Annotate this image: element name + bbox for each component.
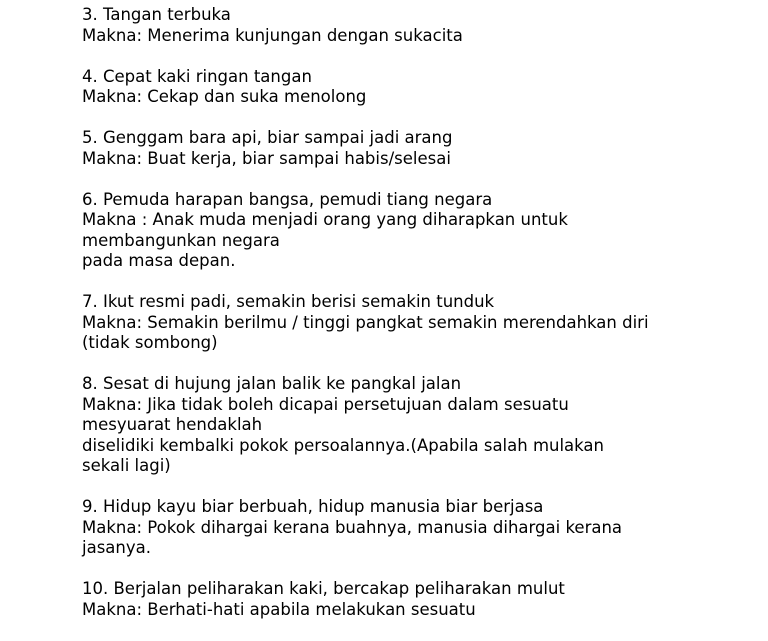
proverb-entry-9 (82, 497, 742, 559)
proverb-meaning: Makna: Buat kerja, biar sampai habis/selesai (82, 148, 451, 168)
proverb-meaning: Makna: Jika tidak boleh dicapai persetujuan dalam sesuatu (82, 394, 569, 414)
proverb-meaning-continued: sekali lagi) (82, 456, 171, 475)
proverb-meaning-continued: jasanya. (82, 538, 151, 557)
proverb-title: 10. Berjalan peliharakan kaki, bercakap peliharakan mulut (82, 579, 565, 598)
proverb-meaning: Makna: Berhati-hati apabila melakukan sesuatu (82, 599, 476, 619)
proverb-meaning: Makna: Menerima kunjungan dengan sukacita (82, 25, 463, 45)
proverb-meaning: Makna : Anak muda menjadi orang yang diharapkan untuk (82, 210, 568, 229)
proverb-meaning-continued: diselidiki kembalki pokok persoalannya.(Apabila salah mulakan (82, 435, 605, 455)
proverb-title: 5. Genggam bara api, biar sampai jadi arang (82, 128, 453, 147)
proverb-title: 3. Tangan terbuka (82, 5, 231, 24)
proverb-title: 7. Ikut resmi padi, semakin berisi semakin tunduk (82, 292, 495, 311)
document-body (82, 5, 742, 641)
proverb-meaning-continued: pada masa depan. (82, 251, 236, 270)
proverb-title: 4. Cepat kaki ringan tangan (82, 66, 312, 86)
proverb-meaning: Makna: Pokok dihargai kerana buahnya, manusia dihargai kerana (82, 517, 623, 537)
proverb-entry-8 (82, 374, 742, 477)
proverb-meaning: Makna: Semakin berilmu / tinggi pangkat semakin merendahkan diri (82, 312, 649, 332)
proverb-meaning-continued: membangunkan negara (82, 230, 280, 250)
proverb-meaning-continued: mesyuarat hendaklah (82, 415, 263, 434)
proverb-entry-3 (82, 5, 742, 46)
proverb-meaning: Makna: Cekap dan suka menolong (82, 87, 367, 106)
proverb-entry-7 (82, 292, 742, 354)
proverb-title: 6. Pemuda harapan bangsa, pemudi tiang negara (82, 189, 493, 209)
proverb-entry-5 (82, 128, 742, 169)
proverb-meaning-continued: (tidak sombong) (82, 333, 218, 352)
proverb-title: 8. Sesat di hujung jalan balik ke pangkal jalan (82, 374, 462, 393)
proverb-title: 9. Hidup kayu biar berbuah, hidup manusia biar berjasa (82, 497, 544, 516)
proverb-entry-4 (82, 67, 742, 108)
proverb-entry-10 (82, 579, 742, 620)
proverb-entry-6 (82, 190, 742, 272)
